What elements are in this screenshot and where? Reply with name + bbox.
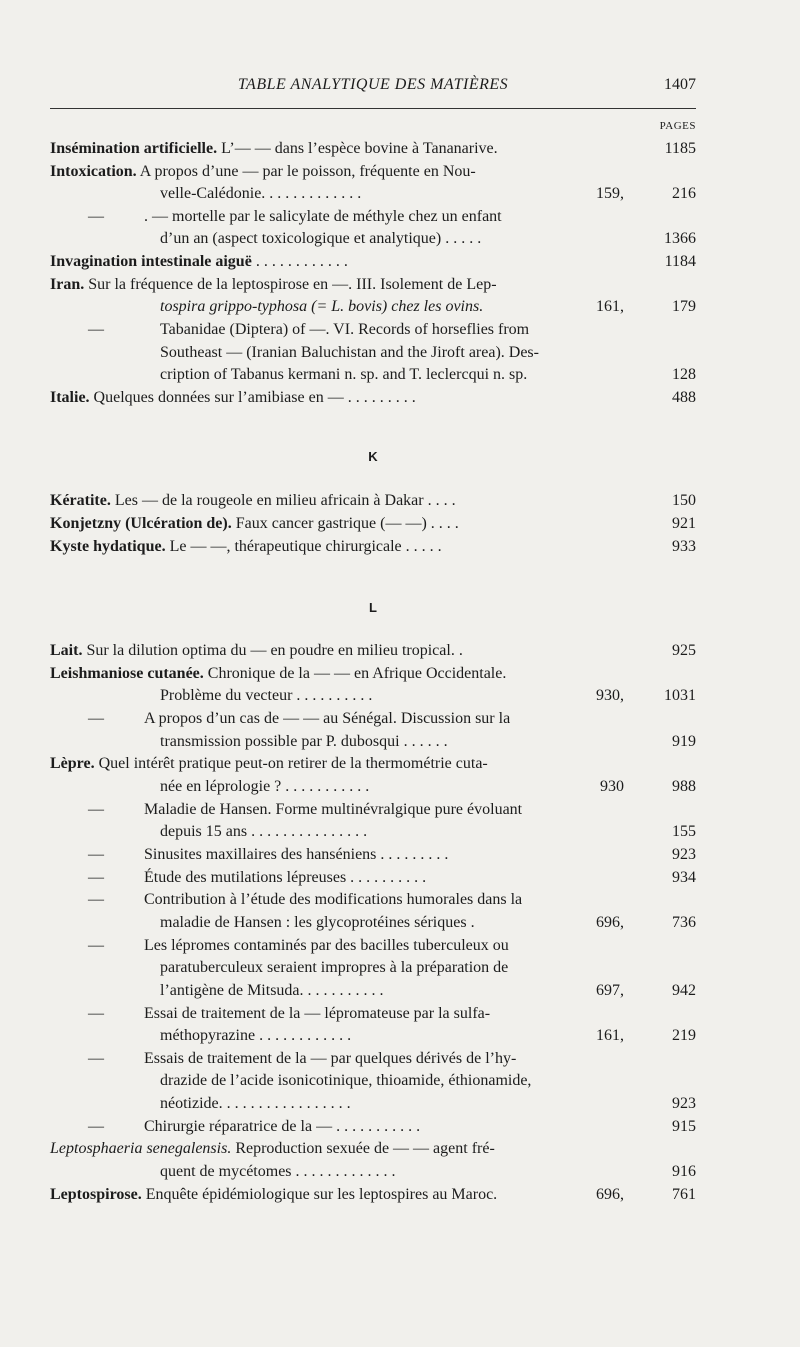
section-letter: L	[369, 600, 377, 615]
entry-text: Les lépromes contaminés par des bacilles tuberculeux ou	[144, 937, 509, 954]
index-entry	[50, 251, 696, 273]
entry-text: quent de mycétomes . . . . . . . . . . . . .	[160, 1163, 396, 1180]
entry-term: Leptosphaeria senegalensis.	[50, 1140, 232, 1157]
index-entry-continuation	[160, 1025, 696, 1047]
index-entry-continuation	[160, 776, 696, 798]
header-rule	[50, 108, 696, 109]
index-entry	[50, 1138, 696, 1160]
index-entry-continuation	[160, 957, 696, 979]
pages-column-label: PAGES	[659, 120, 696, 132]
repeat-dash: —	[88, 937, 104, 954]
index-subentry	[144, 1116, 696, 1138]
page-ref: 488	[672, 389, 696, 406]
index-entry-continuation	[160, 912, 696, 934]
repeat-dash: —	[88, 1005, 104, 1022]
page-ref: 150	[672, 492, 696, 509]
entry-term: Leptospirose.	[50, 1186, 142, 1203]
index-entry-continuation	[160, 1161, 696, 1183]
page-ref: 1184	[664, 253, 696, 270]
index-subentry	[144, 799, 696, 821]
index-entry	[50, 490, 696, 512]
entry-text: Quelques données sur l’amibiase en — . . . . . . . . .	[89, 389, 416, 406]
index-entry	[50, 663, 696, 685]
entry-term: Iran.	[50, 276, 85, 293]
index-entry	[50, 161, 696, 183]
page-ref: 1031	[664, 687, 696, 704]
entry-term: Leishmaniose cutanée.	[50, 665, 204, 682]
index-entry-continuation	[160, 228, 696, 250]
entry-text: Tabanidae (Diptera) of —. VI. Records of horseflies from	[160, 321, 530, 338]
page-ref: 923	[672, 1095, 696, 1112]
entry-text: A propos d’une — par le poisson, fréquente en Nou-	[136, 163, 476, 180]
page-ref: 933	[672, 538, 696, 555]
page-ref: 696,	[596, 914, 624, 931]
entry-term: Lait.	[50, 642, 83, 659]
entry-text: L’— — dans l’espèce bovine à Tananarive.	[217, 140, 498, 157]
entry-text: Contribution à l’étude des modifications humorales dans la	[144, 891, 523, 908]
page-ref: 988	[672, 778, 696, 795]
index-subentry	[144, 206, 696, 228]
page-ref: 919	[672, 733, 696, 750]
entry-text: Le — —, thérapeutique chirurgicale . . . . .	[165, 538, 442, 555]
entry-text: Enquête épidémiologique sur les leptospires au Maroc.	[141, 1186, 498, 1203]
entry-text: tospira grippo-typhosa (= L. bovis) chez les ovins.	[160, 298, 484, 315]
entry-text: Maladie de Hansen. Forme multinévralgique pure évoluant	[144, 801, 523, 818]
entry-text: Southeast — (Iranian Baluchistan and the Jiroft area). Des-	[160, 344, 539, 361]
repeat-dash: —	[88, 801, 104, 818]
entry-text: . — mortelle par le salicylate de méthyle chez un enfant	[144, 208, 502, 225]
repeat-dash: —	[88, 208, 104, 225]
page-ref: 915	[672, 1118, 696, 1135]
page-ref: 216	[672, 185, 696, 202]
entry-term: Insémination artificielle.	[50, 140, 218, 157]
entry-term: Intoxication.	[50, 163, 137, 180]
running-header	[50, 76, 696, 98]
index-entry-continuation	[160, 821, 696, 843]
index-subentry	[144, 708, 696, 730]
page-number: 1407	[664, 76, 696, 93]
repeat-dash: —	[88, 1118, 104, 1135]
page-ref: 696,	[596, 1186, 624, 1203]
entry-text: . . . . . . . . . . . .	[251, 253, 348, 270]
page-title: TABLE ANALYTIQUE DES MATIÈRES	[237, 76, 509, 93]
page-ref: 161,	[596, 298, 624, 315]
entry-text: Les — de la rougeole en milieu africain à Dakar . . . .	[110, 492, 456, 509]
index-subentry	[144, 889, 696, 911]
page-ref: 930,	[596, 687, 624, 704]
section-letter: K	[368, 449, 378, 464]
index-entry-continuation	[160, 364, 696, 386]
entry-text: née en léprologie ? . . . . . . . . . . .	[160, 778, 370, 795]
index-subentry	[160, 319, 696, 341]
page-ref: 161,	[596, 1027, 624, 1044]
page-ref: 942	[672, 982, 696, 999]
entry-text: Essais de traitement de la — par quelques dérivés de l’hy-	[144, 1050, 517, 1067]
entry-text: Quel intérêt pratique peut-on retirer de la thermométrie cuta-	[94, 755, 488, 772]
entry-text: Sur la fréquence de la leptospirose en —. III. Isolement de Lep-	[84, 276, 497, 293]
index-subentry	[144, 867, 696, 889]
page-ref: 155	[672, 823, 696, 840]
index-entry-continuation	[160, 342, 696, 364]
entry-text: Sur la dilution optima du — en poudre en milieu tropical. .	[82, 642, 463, 659]
entry-text: transmission possible par P. dubosqui . . . . . .	[160, 733, 448, 750]
page-ref: 179	[672, 298, 696, 315]
entry-text: Essai de traitement de la — lépromateuse par la sulfa-	[144, 1005, 491, 1022]
index-entry-continuation	[160, 1093, 696, 1115]
entry-text: Chirurgie réparatrice de la — . . . . . . . . . . .	[144, 1118, 421, 1135]
page-ref: 219	[672, 1027, 696, 1044]
entry-text: Chronique de la — — en Afrique Occidentale.	[203, 665, 507, 682]
entry-text: depuis 15 ans . . . . . . . . . . . . . . .	[160, 823, 368, 840]
entry-text: Problème du vecteur . . . . . . . . . .	[160, 687, 373, 704]
index-entry	[50, 640, 696, 662]
index-entry	[50, 138, 696, 160]
entry-text: paratuberculeux seraient impropres à la préparation de	[160, 959, 509, 976]
repeat-dash: —	[88, 869, 104, 886]
index-entry	[50, 753, 696, 775]
page-ref: 697,	[596, 982, 624, 999]
index-entry-continuation	[160, 296, 696, 318]
entry-text: néotizide. . . . . . . . . . . . . . . . .	[160, 1095, 351, 1112]
entry-text: Faux cancer gastrique (— —) . . . .	[231, 515, 459, 532]
index-entry	[50, 536, 696, 558]
repeat-dash: —	[88, 710, 104, 727]
page-ref: 1366	[664, 230, 696, 247]
page-ref: 159,	[596, 185, 624, 202]
index-subentry	[144, 844, 696, 866]
page-ref: 923	[672, 846, 696, 863]
page-ref: 934	[672, 869, 696, 886]
index-entry	[50, 274, 696, 296]
index-subentry	[144, 935, 696, 957]
page-ref: 128	[672, 366, 696, 383]
entry-text: A propos d’un cas de — — au Sénégal. Discussion sur la	[144, 710, 511, 727]
page-ref: 761	[672, 1186, 696, 1203]
entry-term: Lèpre.	[50, 755, 95, 772]
index-entry-continuation	[160, 183, 696, 205]
entry-text: maladie de Hansen : les glycoprotéines sériques .	[160, 914, 475, 931]
page-ref: 930	[600, 778, 624, 795]
entry-term: Kyste hydatique.	[50, 538, 166, 555]
entry-text: l’antigène de Mitsuda. . . . . . . . . . .	[160, 982, 384, 999]
entry-text: drazide de l’acide isonicotinique, thioamide, éthionamide,	[160, 1072, 532, 1089]
entry-text: cription of Tabanus kermani n. sp. and T. leclercqui n. sp.	[160, 366, 528, 383]
index-entry	[50, 513, 696, 535]
index-entry-continuation	[160, 685, 696, 707]
page-ref: 921	[672, 515, 696, 532]
index-entry-continuation	[160, 731, 696, 753]
index-subentry	[144, 1048, 696, 1070]
entry-term: Italie.	[50, 389, 90, 406]
entry-text: d’un an (aspect toxicologique et analytique) . . . . .	[160, 230, 482, 247]
repeat-dash: —	[88, 846, 104, 863]
page-ref: 916	[672, 1163, 696, 1180]
page-ref: 925	[672, 642, 696, 659]
repeat-dash: —	[88, 321, 104, 338]
index-entry	[50, 387, 696, 409]
page-ref: 1185	[664, 140, 696, 157]
repeat-dash: —	[88, 1050, 104, 1067]
repeat-dash: —	[88, 891, 104, 908]
entry-text: Reproduction sexuée de — — agent fré-	[231, 1140, 495, 1157]
entry-text: Étude des mutilations lépreuses . . . . . . . . . .	[144, 869, 427, 886]
entry-text: méthopyrazine . . . . . . . . . . . .	[160, 1027, 352, 1044]
page-ref: 736	[672, 914, 696, 931]
index-entry	[50, 1184, 696, 1206]
index-entry-continuation	[160, 1070, 696, 1092]
entry-text: velle-Calédonie. . . . . . . . . . . . .	[160, 185, 362, 202]
entry-term: Invagination intestinale aiguë	[50, 253, 252, 270]
entry-term: Kératite.	[50, 492, 111, 509]
entry-text: Sinusites maxillaires des hanséniens . . . . . . . . .	[144, 846, 449, 863]
entry-term: Konjetzny (Ulcération de).	[50, 515, 232, 532]
index-entry-continuation	[160, 980, 696, 1002]
index-subentry	[144, 1003, 696, 1025]
